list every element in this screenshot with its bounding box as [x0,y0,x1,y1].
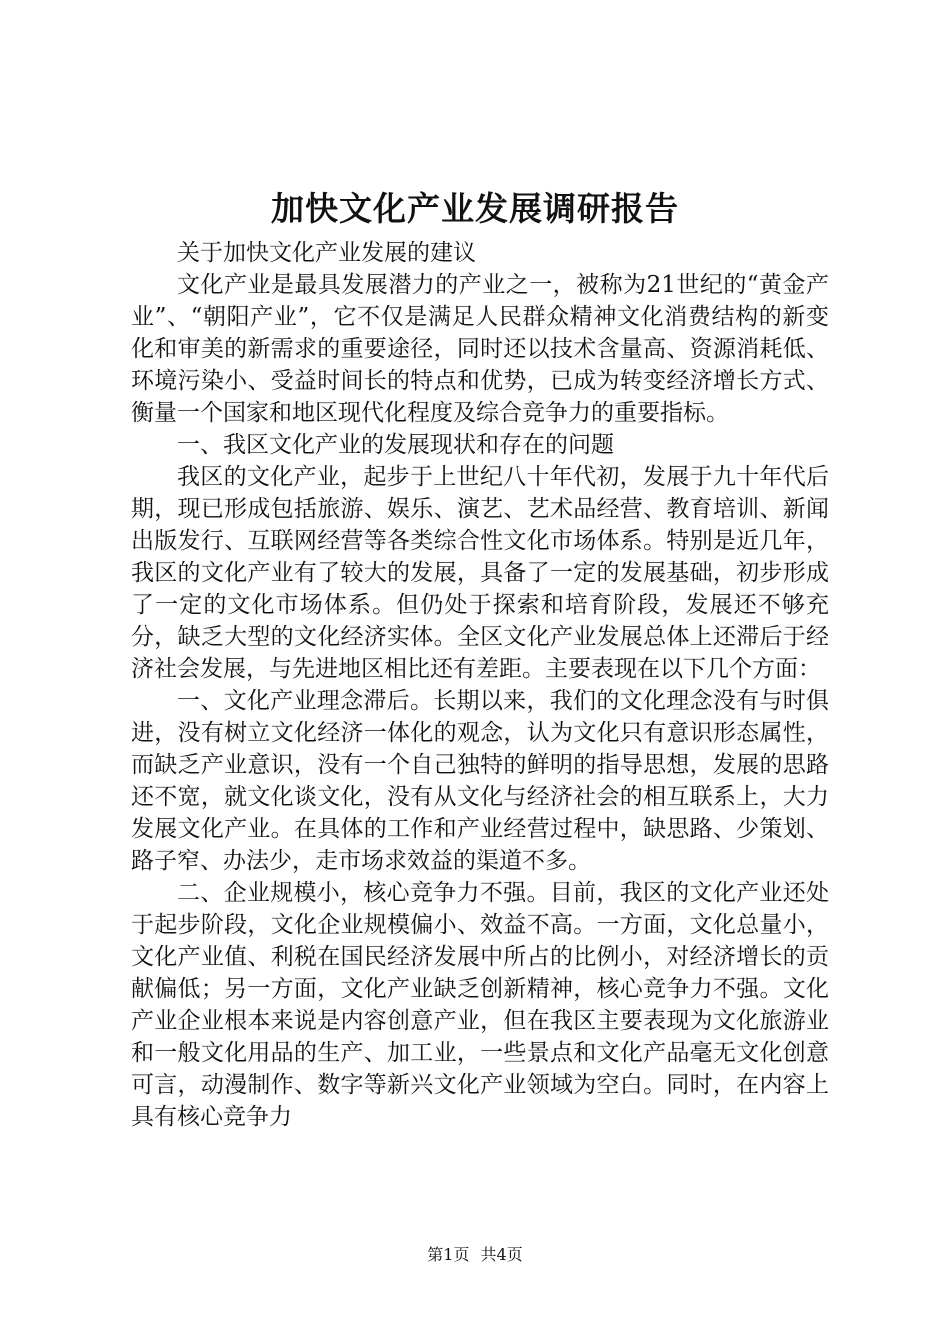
status-paragraph: 我区的文化产业，起步于上世纪八十年代初，发展于九十年代后期，现已形成包括旅游、娱乐、演艺、艺术品经营、教育培训、新闻出版发行、互联网经营等各类综合性文化市场体系。特别是近几年，我区的文化产业有了较大的发展，具备了一定的发展基础，初步形成了一定的文化市场体系。但仍处于探索和培育阶段，发展还不够充分，缺乏大型的文化经济实体。全区文化产业发展总体上还滞后于经济社会发展，与先进地区相比还有差距。主要表现在以下几个方面： [131,464,829,682]
page-number: 第1页 [427,1245,470,1264]
document-body [131,237,829,1133]
section-heading: 一、我区文化产业的发展现状和存在的问题 [177,432,614,458]
page-total: 共4页 [480,1245,523,1264]
subtitle-paragraph: 关于加快文化产业发展的建议 [177,240,476,266]
issue-one-paragraph: 一、文化产业理念滞后。长期以来，我们的文化理念没有与时俱进，没有树立文化经济一体化的观念，认为文化只有意识形态属性，而缺乏产业意识，没有一个自己独特的鲜明的指导思想，发展的思路还不宽，就文化谈文化，没有从文化与经济社会的相互联系上，大力发展文化产业。在具体的工作和产业经营过程中，缺思路、少策划、路子窄、办法少，走市场求效益的渠道不多。 [131,688,829,874]
issue-two-paragraph: 二、企业规模小，核心竞争力不强。目前，我区的文化产业还处于起步阶段，文化企业规模偏小、效益不高。一方面，文化总量小，文化产业值、利税在国民经济发展中所占的比例小，对经济增长的贡献偏低；另一方面，文化产业缺乏创新精神，核心竞争力不强。文化产业企业根本来说是内容创意产业，但在我区主要表现为文化旅游业和一般文化用品的生产、加工业，一些景点和文化产品毫无文化创意可言，动漫制作、数字等新兴文化产业领域为空白。同时，在内容上具有核心竞争力 [131,880,829,1130]
page-footer [0,1244,950,1266]
document-title: 加快文化产业发展调研报告 [271,189,679,228]
intro-paragraph: 文化产业是最具发展潜力的产业之一，被称为21世纪的“黄金产业”、“朝阳产业”，它不仅是满足人民群众精神文化消费结构的新变化和审美的新需求的重要途径，同时还以技术含量高、资源消耗低、环境污染小、受益时间长的特点和优势，已成为转变经济增长方式、衡量一个国家和地区现代化程度及综合竞争力的重要指标。 [131,272,829,426]
